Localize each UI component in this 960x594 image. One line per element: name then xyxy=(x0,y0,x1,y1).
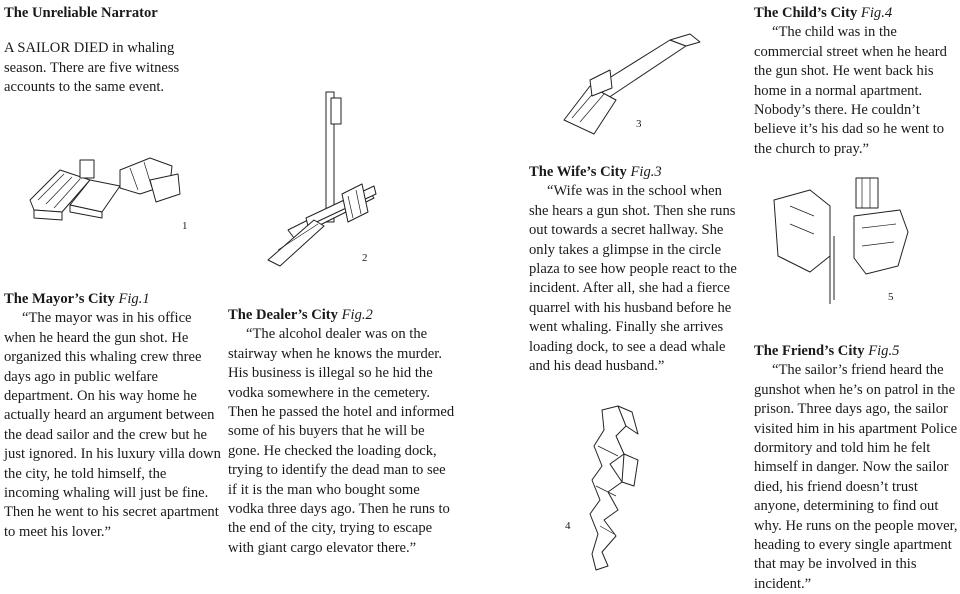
figure-2-number: 2 xyxy=(362,252,368,264)
wife-heading: The Wife’s City Fig.3 xyxy=(529,164,662,180)
figure-3-number: 3 xyxy=(636,118,642,130)
child-section xyxy=(754,4,960,159)
wife-fig-label: Fig.3 xyxy=(630,164,662,180)
mayor-section xyxy=(4,290,224,542)
dealer-section xyxy=(228,306,456,558)
friend-text: “The sailor’s friend heard the gunshot when he’s on patrol in the prison. Three days ago, the sailor visited him in his apartment Police dormitory and told him he felt himself in danger. Now the sailor died, his friend doesn’t trust anyone, determining to find out why. He runs on the people mover, heading to every single apartment that may be involved in this incident.” xyxy=(754,362,958,592)
friend-fig-label: Fig.5 xyxy=(868,343,900,359)
intro-block xyxy=(4,4,204,98)
figure-1-drawing xyxy=(20,150,190,230)
dealer-heading: The Dealer’s City Fig.2 xyxy=(228,307,373,323)
figure-3-drawing xyxy=(560,30,710,140)
child-fig-label: Fig.4 xyxy=(860,5,893,21)
mayor-text: “The mayor was in his office when he heard the gun shot. He organized this whaling crew three days ago in public welfare department. On his way home he actually heard an argument between the dead sailor and the crew but he just ignored. In his luxury villa down the city, he told himself, the incoming whaling will just be fine. Then he went to his secret apartment to meet his lover.” xyxy=(4,310,221,540)
figure-5-drawing xyxy=(770,176,920,306)
friend-section xyxy=(754,342,960,594)
friend-heading: The Friend’s City Fig.5 xyxy=(754,343,900,359)
page-title: The Unreliable Narrator xyxy=(4,5,158,21)
figure-1-number: 1 xyxy=(182,220,188,232)
figure-2-drawing xyxy=(258,90,378,270)
wife-section xyxy=(529,163,744,376)
mayor-heading: The Mayor’s City Fig.1 xyxy=(4,291,150,307)
child-heading: The Child’s City Fig.4 xyxy=(754,5,893,21)
figure-5-number: 5 xyxy=(888,291,894,303)
mayor-fig-label: Fig.1 xyxy=(118,291,150,307)
dealer-fig-label: Fig.2 xyxy=(341,307,373,323)
child-text: “The child was in the commercial street when he heard the gun shot. He went back his home in a normal apartment. Nobody’s there. He couldn’t believe it’s his dad so he went to the church to pray.” xyxy=(754,24,947,157)
intro-text: A SAILOR DIED in whaling season. There are five witness accounts to the same event. xyxy=(4,40,180,96)
figure-4-drawing xyxy=(588,406,658,572)
figure-4-number: 4 xyxy=(565,520,571,532)
dealer-text: “The alcohol dealer was on the stairway when he knows the murder. His business is illegal so he hid the vodka somewhere in the cemetery. Then he passed the hotel and informed some of his buyers that he will be gone. He checked the loading dock, trying to identify the dead man to see if it is the man who bought some vodka three days ago. Then he runs to the end of the city, trying to escape with giant cargo elevator there.” xyxy=(228,326,455,556)
wife-text: “Wife was in the school when she hears a gun shot. Then she runs out towards a secret hallway. She only takes a glimpse in the circle plaza to see how people react to the incident. After all, she had a fierce quarrel with his husband before he went whaling. Finally she arrives loading dock, to see a dead whale and his dead husband.” xyxy=(529,183,737,375)
